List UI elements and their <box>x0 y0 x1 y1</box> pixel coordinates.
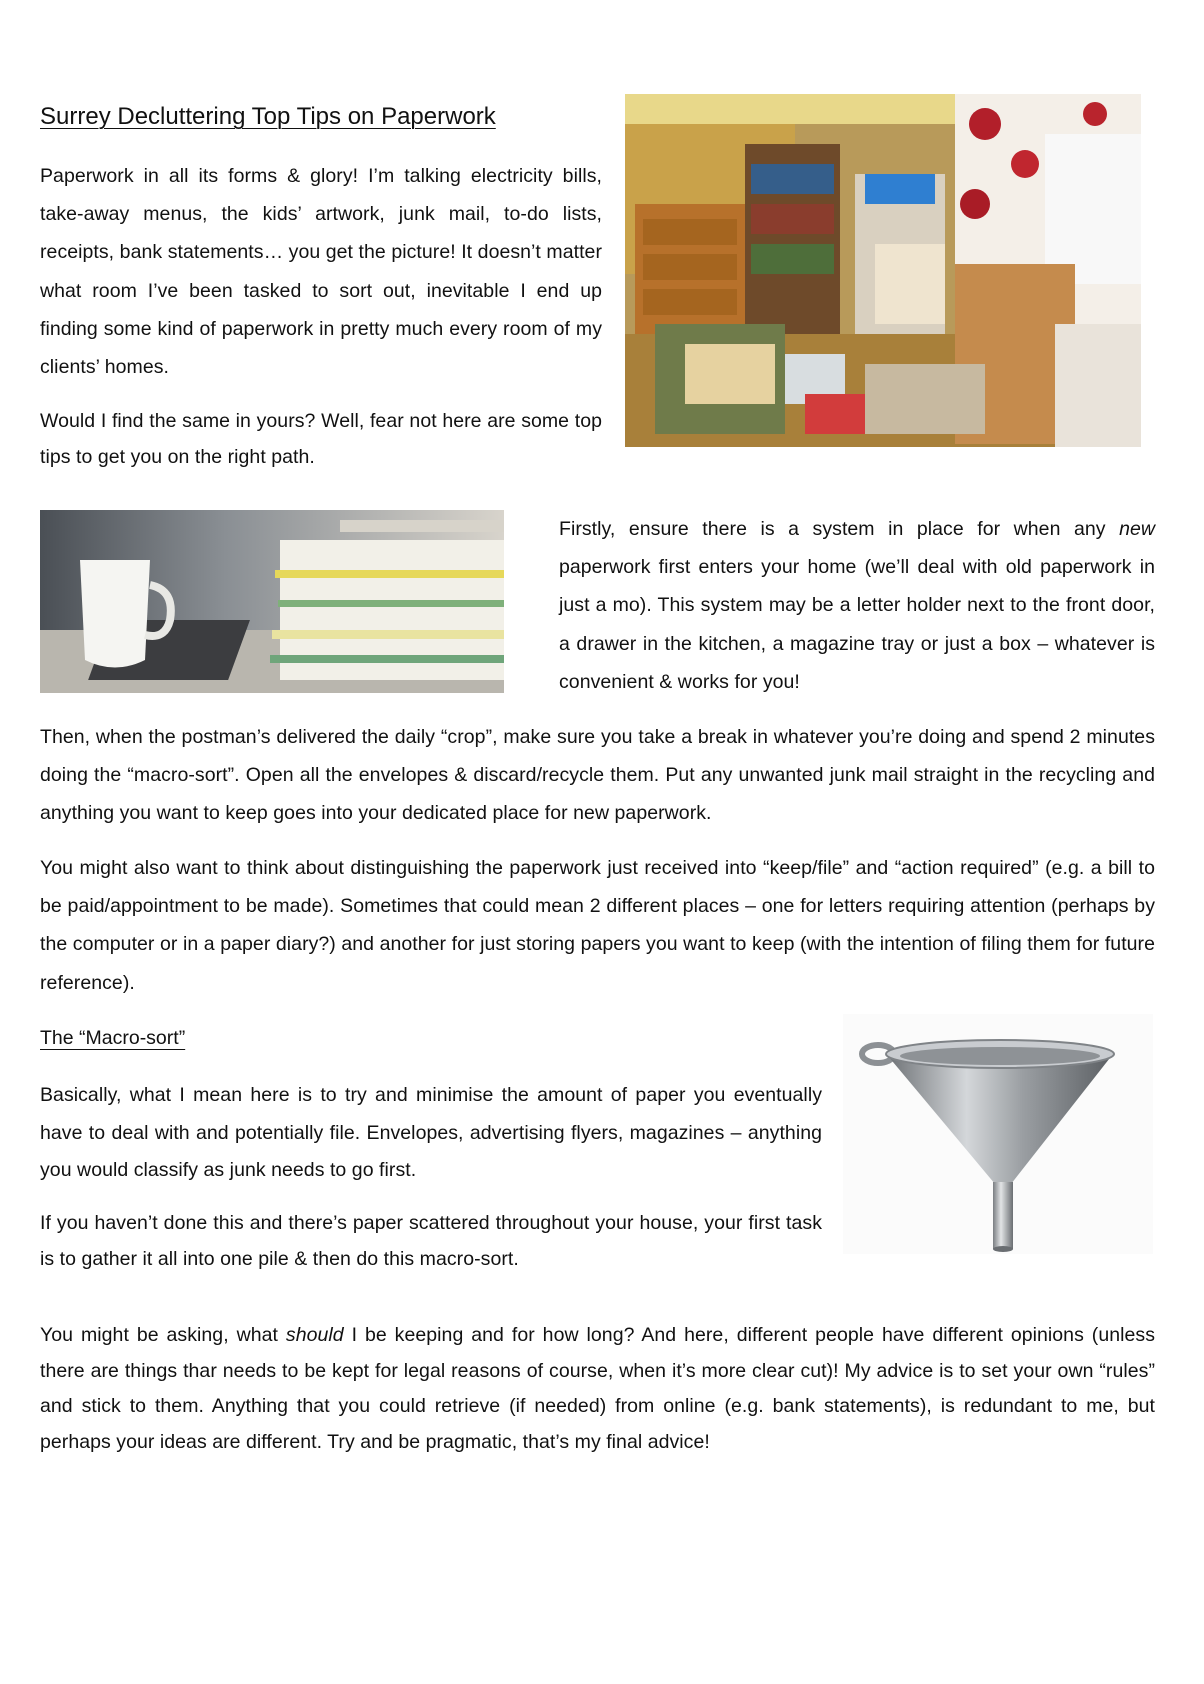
firstly-paragraph <box>559 510 1155 701</box>
intro-paragraph-2: Would I find the same in yours? Well, fear not here are some top tips to get you on the right path. <box>40 410 602 468</box>
funnel-photo <box>843 1014 1153 1254</box>
distinguish-paragraph: You might also want to think about distinguishing the paperwork just received into “keep/file” and “action required” (e.g. a bill to be paid/appointment to be made). Sometimes that could mean 2 different places – one for letters requiring attention (perhaps by the computer or in a paper diary?) and another for just storing papers you want to keep (with the intention of filing them for future reference). <box>40 857 1155 994</box>
cluttered-room-photo <box>625 94 1141 447</box>
macro-sort-heading: The “Macro-sort” <box>40 1027 186 1049</box>
firstly-text-start: Firstly, ensure there is a system in place for when any <box>559 518 1120 540</box>
closing-emphasis: should <box>285 1324 344 1346</box>
closing-text-end: I be keeping and for how long? And here, different people have different opinions (unless there are things thar needs to be kept for legal reasons of course, when it’s more clear cut)! My advice is to set your own “rules” and stick to them. Anything that you could retrieve (if needed) from online (e.g. bank statements), is redundant to me, but perhaps your ideas are different. Try and be pragmatic, that’s my final advice! <box>40 1324 1155 1453</box>
then-paragraph: Then, when the postman’s delivered the daily “crop”, make sure you take a break in whatever you’re doing and spend 2 minutes doing the “macro-sort”. Open all the envelopes & discard/recycle them. Put any unwanted junk mail straight in the recycling and anything you want to keep goes into your dedicated place for new paperwork. <box>40 726 1155 825</box>
intro-paragraph: Paperwork in all its forms & glory! I’m talking electricity bills, take-away menus, the kids’ artwork, junk mail, to-do lists, receipts, bank statements… you get the picture! It doesn’t matter what room I’ve been tasked to sort out, inevitable I end up finding some kind of paperwork in pretty much every room of my clients’ homes. <box>40 165 602 379</box>
firstly-emphasis: new <box>1119 518 1155 540</box>
paper-stack-photo <box>40 510 504 693</box>
macro-sort-paragraph-2: If you haven’t done this and there’s paper scattered throughout your house, your first task is to gather it all into one pile & then do this macro-sort. <box>40 1212 822 1270</box>
macro-sort-paragraph: Basically, what I mean here is to try and minimise the amount of paper you eventually have to deal with and potentially file. Envelopes, advertising flyers, magazines – anything you would classify as junk needs to go first. <box>40 1084 822 1181</box>
closing-paragraph <box>40 1318 1155 1460</box>
closing-text-start: You might be asking, what <box>40 1324 286 1346</box>
firstly-text-end: paperwork first enters your home (we’ll deal with old paperwork in just a mo). This system may be a letter holder next to the front door, a drawer in the kitchen, a magazine tray or just a box – whatever is convenient & works for you! <box>559 556 1155 693</box>
page-title: Surrey Decluttering Top Tips on Paperwork <box>40 103 496 130</box>
